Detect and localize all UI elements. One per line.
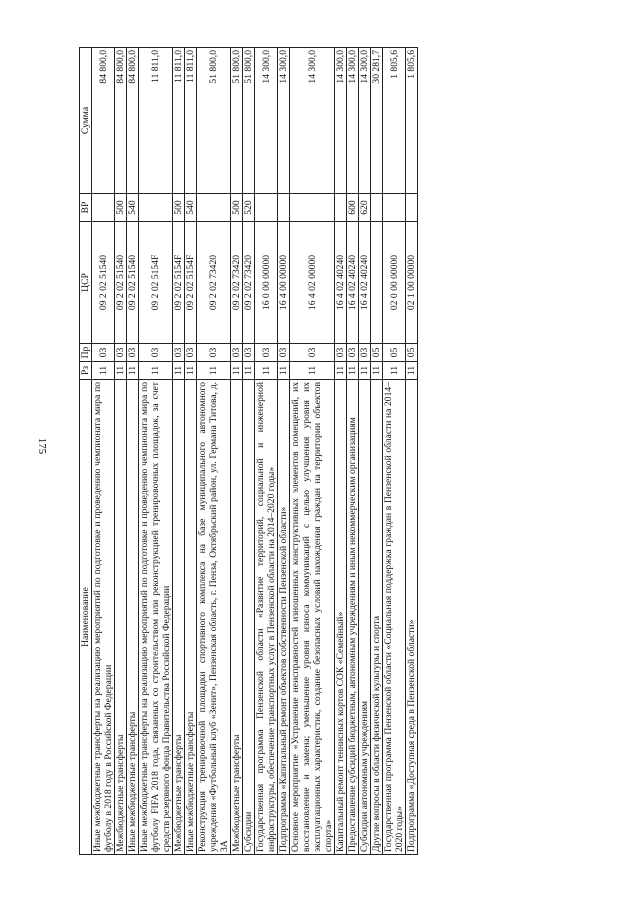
cell-sum: 51 800,0: [197, 48, 231, 194]
cell-vr: [139, 194, 173, 222]
header-sum: Сумма: [80, 48, 92, 194]
table-row: [359, 48, 371, 855]
cell-rz: 11: [290, 362, 335, 380]
table-row: [255, 48, 278, 855]
table-row: [383, 48, 406, 855]
cell-sum: 14 300,0: [335, 48, 347, 194]
cell-name: Подпрограмма «Капитальный ремонт объектов собственности Пензенской области»: [278, 380, 290, 855]
cell-vr: 600: [347, 194, 359, 222]
cell-rz: 11: [139, 362, 173, 380]
cell-rz: 11: [383, 362, 406, 380]
cell-name: Капитальный ремонт теннисных кортов СОК «Семейный»: [335, 380, 347, 855]
cell-vr: 620: [359, 194, 371, 222]
table-row: [371, 48, 383, 855]
cell-vr: [197, 194, 231, 222]
table-row: [197, 48, 231, 855]
cell-vr: 520: [243, 194, 255, 222]
cell-vr: 500: [231, 194, 243, 222]
cell-csr: 16 4 02 40240: [359, 222, 371, 344]
cell-rz: 11: [371, 362, 383, 380]
cell-name: Субсидии автономным учреждениям: [359, 380, 371, 855]
cell-rz: 11: [406, 362, 418, 380]
cell-pr: 03: [255, 344, 278, 362]
header-name: Наименование: [80, 380, 92, 855]
cell-csr: 09 2 02 51540: [92, 222, 115, 344]
page-number: 175: [36, 437, 48, 455]
cell-pr: 03: [243, 344, 255, 362]
cell-pr: 03: [359, 344, 371, 362]
cell-pr: 03: [115, 344, 127, 362]
cell-csr: 16 4 02 40240: [335, 222, 347, 344]
table-row: [115, 48, 127, 855]
cell-name: Иные межбюджетные трансферты: [127, 380, 139, 855]
cell-vr: 500: [173, 194, 185, 222]
cell-csr: 09 2 02 73420: [243, 222, 255, 344]
cell-sum: 11 811,0: [139, 48, 173, 194]
table-row: [243, 48, 255, 855]
cell-sum: 11 811,0: [185, 48, 197, 194]
cell-pr: 05: [406, 344, 418, 362]
cell-name: Другие вопросы в области физической культуры и спорта: [371, 380, 383, 855]
cell-vr: 540: [127, 194, 139, 222]
cell-csr: 16 4 02 40240: [347, 222, 359, 344]
cell-vr: [383, 194, 406, 222]
budget-table-rotated: [79, 48, 559, 855]
cell-csr: 16 4 02 00000: [290, 222, 335, 344]
cell-vr: [278, 194, 290, 222]
cell-pr: 03: [335, 344, 347, 362]
cell-csr: 09 2 02 5154F: [185, 222, 197, 344]
cell-pr: 03: [173, 344, 185, 362]
cell-rz: 11: [231, 362, 243, 380]
cell-rz: 11: [115, 362, 127, 380]
cell-rz: 11: [255, 362, 278, 380]
cell-sum: 30 281,7: [371, 48, 383, 194]
table-row: [231, 48, 243, 855]
table-row: [127, 48, 139, 855]
cell-vr: [406, 194, 418, 222]
cell-name: Субсидии: [243, 380, 255, 855]
cell-name: Иные межбюджетные трансферты на реализацию мероприятий по подготовке и проведению чемпионата мира по футболу FIFA 2018 года, связанных со строительством или реконструкцией тренировочных площадок, за счет средств резервного фонда Правительства Российской Федерации: [139, 380, 173, 855]
cell-vr: [335, 194, 347, 222]
cell-rz: 11: [347, 362, 359, 380]
table-header-row: [80, 48, 92, 855]
cell-csr: 09 2 02 51540: [115, 222, 127, 344]
table-row: [335, 48, 347, 855]
header-pr: Пр: [80, 344, 92, 362]
table-row: [278, 48, 290, 855]
cell-name: Основное мероприятие «Устранение неисправностей изношенных конструктивных элементов помещений, их восстановление и замена; уменьшение уровня износа коммуникаций с целью улучшения уровня их эксплуатационных характеристик, создание безопасных условий нахождения граждан на территории объектов спорта»: [290, 380, 335, 855]
cell-sum: 14 300,0: [290, 48, 335, 194]
cell-sum: 14 300,0: [347, 48, 359, 194]
cell-pr: 03: [231, 344, 243, 362]
cell-name: Государственная программа Пензенской области «Социальная поддержка граждан в Пензенской области на 2014–2020 годы»: [383, 380, 406, 855]
cell-rz: 11: [127, 362, 139, 380]
cell-pr: 03: [278, 344, 290, 362]
cell-name: Иные межбюджетные трансферты: [185, 380, 197, 855]
table-row: [139, 48, 173, 855]
header-vr: ВР: [80, 194, 92, 222]
cell-pr: 03: [185, 344, 197, 362]
cell-rz: 11: [185, 362, 197, 380]
cell-name: Межбюджетные трансферты: [173, 380, 185, 855]
cell-sum: 1 805,6: [406, 48, 418, 194]
header-csr: ЦСР: [80, 222, 92, 344]
cell-csr: 16 4 00 00000: [278, 222, 290, 344]
cell-pr: 03: [92, 344, 115, 362]
cell-name: Предоставление субсидий бюджетным, автономным учреждениям и иным некоммерческим организациям: [347, 380, 359, 855]
cell-rz: 11: [173, 362, 185, 380]
cell-rz: 11: [243, 362, 255, 380]
cell-csr: 09 2 02 51540: [127, 222, 139, 344]
cell-sum: 11 811,0: [173, 48, 185, 194]
cell-name: Межбюджетные трансферты: [115, 380, 127, 855]
cell-rz: 11: [92, 362, 115, 380]
cell-name: Государственная программа Пензенской области «Развитие территорий, социальной и инженерной инфраструктуры, обеспечение транспортных услуг в Пензенской области на 2014–2020 годы»: [255, 380, 278, 855]
cell-csr: 09 2 02 5154F: [139, 222, 173, 344]
cell-csr: 09 2 02 73420: [197, 222, 231, 344]
cell-csr: [371, 222, 383, 344]
table-row: [290, 48, 335, 855]
cell-vr: [371, 194, 383, 222]
cell-pr: 05: [383, 344, 406, 362]
cell-csr: 02 0 00 00000: [383, 222, 406, 344]
cell-sum: 51 800,0: [231, 48, 243, 194]
cell-sum: 14 300,0: [359, 48, 371, 194]
cell-rz: 11: [335, 362, 347, 380]
cell-pr: 03: [197, 344, 231, 362]
cell-csr: 02 1 00 00000: [406, 222, 418, 344]
cell-csr: 09 2 02 5154F: [173, 222, 185, 344]
cell-csr: 09 2 02 73420: [231, 222, 243, 344]
cell-pr: 03: [347, 344, 359, 362]
cell-sum: 84 800,0: [127, 48, 139, 194]
cell-vr: 540: [185, 194, 197, 222]
cell-pr: 03: [139, 344, 173, 362]
cell-sum: 51 800,0: [243, 48, 255, 194]
cell-vr: [255, 194, 278, 222]
cell-vr: [290, 194, 335, 222]
cell-pr: 03: [290, 344, 335, 362]
table-body: [92, 48, 418, 855]
cell-sum: 84 800,0: [115, 48, 127, 194]
cell-name: Подпрограмма «Доступная среда в Пензенской области»: [406, 380, 418, 855]
header-rz: Рз: [80, 362, 92, 380]
table-row: [92, 48, 115, 855]
cell-name: Иные межбюджетные трансферты на реализацию мероприятий по подготовке и проведению чемпионата мира по футболу в 2018 году в Российской Федерации: [92, 380, 115, 855]
cell-rz: 11: [197, 362, 231, 380]
cell-sum: 14 300,0: [255, 48, 278, 194]
cell-rz: 11: [359, 362, 371, 380]
cell-pr: 03: [127, 344, 139, 362]
cell-vr: [92, 194, 115, 222]
table-row: [185, 48, 197, 855]
cell-vr: 500: [115, 194, 127, 222]
cell-name: Межбюджетные трансферты: [231, 380, 243, 855]
cell-sum: 84 800,0: [92, 48, 115, 194]
table-row: [173, 48, 185, 855]
cell-pr: 05: [371, 344, 383, 362]
cell-sum: 1 805,6: [383, 48, 406, 194]
table-row: [347, 48, 359, 855]
budget-table: [79, 47, 418, 855]
cell-csr: 16 0 00 00000: [255, 222, 278, 344]
cell-name: Реконструкция тренировочной площадки спортивного комплекса на базе муниципального автономного учреждения «Футбольный клуб «Зенит», Пензенская область, г. Пенза, Октябрьский район, ул. Германа Титова, д. 3А: [197, 380, 231, 855]
cell-rz: 11: [278, 362, 290, 380]
table-row: [406, 48, 418, 855]
cell-sum: 14 300,0: [278, 48, 290, 194]
